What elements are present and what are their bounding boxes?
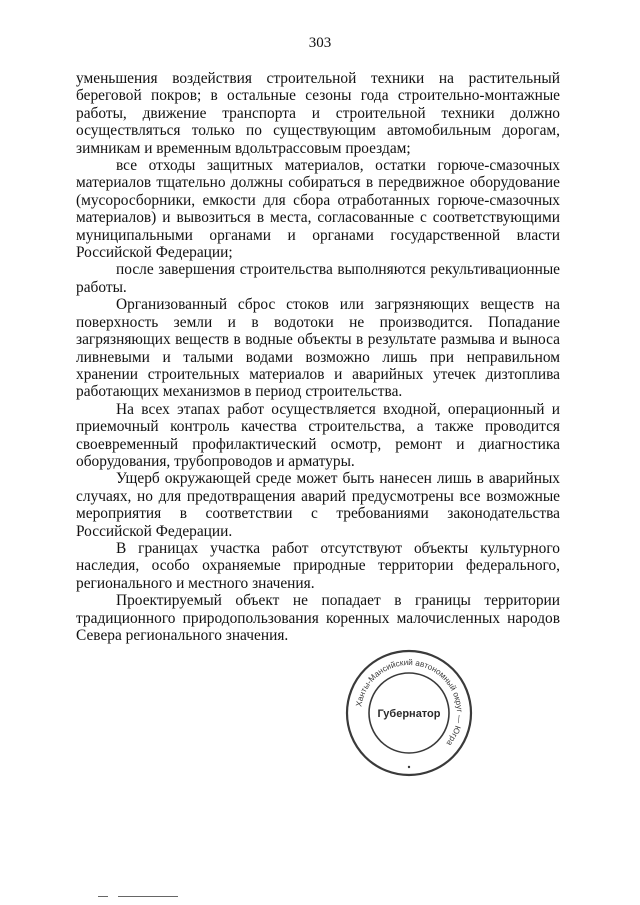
paragraph-6: Ущерб окружающей среде может быть нанесен лишь в аварийных случаях, но для предотвращения аварий предусмотрены все возможные мероприятия в соответствии с требованиями законодательства Российской Федерации.	[76, 470, 560, 540]
body-text	[76, 70, 560, 644]
paragraph-1: уменьшения воздействия строительной техники на растительный береговой покров; в остальные сезоны года строительно-монтажные работы, движение транспорта и строительной техники должно осуществляться только по существующим автомобильным дорогам, зимникам и временным вдольтрассовым проездам;	[76, 70, 560, 157]
scan-mark	[98, 896, 108, 897]
page-number: 303	[308, 35, 332, 51]
paragraph-8: Проектируемый объект не попадает в границы территории традиционного природопользования коренных малочисленных народов Севера регионального значения.	[76, 592, 560, 644]
scan-mark	[118, 896, 178, 897]
seal-center-text: Губернатор	[377, 708, 441, 720]
paragraph-3: после завершения строительства выполняются рекультивационные работы.	[76, 261, 560, 296]
paragraph-2: все отходы защитных материалов, остатки горюче-смазочных материалов тщательно должны собираться в передвижное оборудование (мусоросборники, емкости для сбора отработанных горюче-смазочных материалов) и вывозиться в места, согласованные с соответствующими муниципальными органами и органами государственной власти Российской Федерации;	[76, 157, 560, 262]
seal-dot	[408, 766, 410, 768]
paragraph-4: Организованный сброс стоков или загрязняющих веществ на поверхность земли и в водотоки не производится. Попадание загрязняющих веществ в водные объекты в результате размыва и выноса ливневыми и талыми водами возможно лишь при неправильном хранении строительных материалов и аварийных утечек дизтоплива работающих механизмов в период строительства.	[76, 296, 560, 401]
governor-seal	[344, 648, 474, 778]
paragraph-7: В границах участка работ отсутствуют объекты культурного наследия, особо охраняемые природные территории федерального, регионального и местного значения.	[76, 539, 560, 592]
paragraph-5: На всех этапах работ осуществляется входной, операционный и приемочный контроль качества строительства, а также проводится своевременный профилактический осмотр, ремонт и диагностика оборудования, трубопроводов и арматуры.	[76, 400, 560, 470]
seal-ring-text: Ханты-Мансийский автономный округ — Югра	[354, 657, 465, 748]
